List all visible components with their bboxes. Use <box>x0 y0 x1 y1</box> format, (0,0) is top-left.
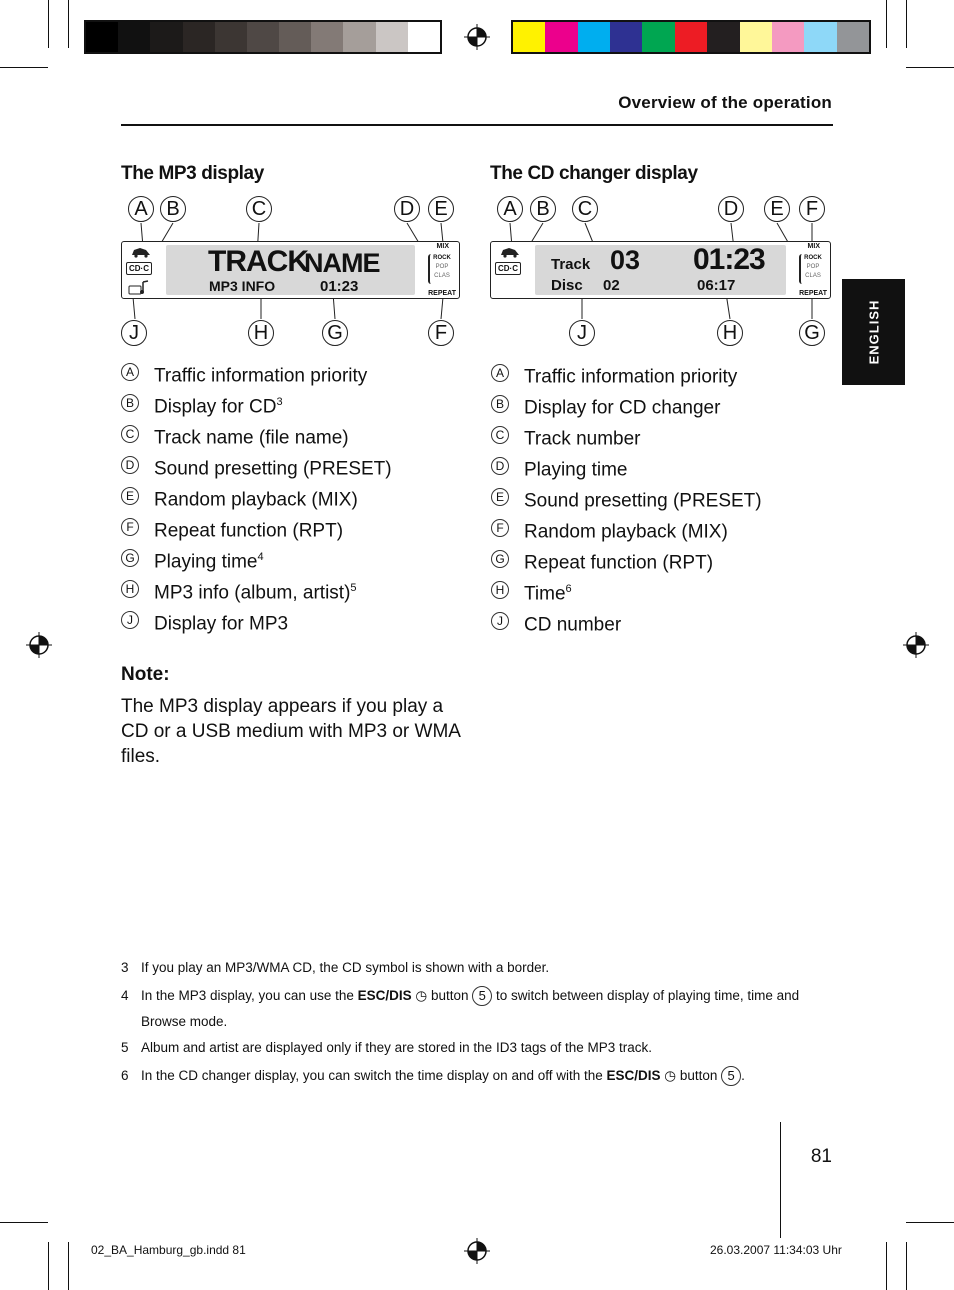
cd-section-title: The CD changer display <box>490 163 698 184</box>
legend-label: Random playback (MIX) <box>154 489 358 511</box>
footnote-ref: 3 <box>276 396 283 408</box>
registration-mark-icon <box>903 632 929 658</box>
process-color-swatch <box>804 22 836 52</box>
legend-label: CD number <box>524 614 622 636</box>
footnote-ref: 5 <box>350 582 357 594</box>
cd-callout-a: A <box>497 196 523 222</box>
crop-mark <box>0 67 48 68</box>
legend-letter-badge: J <box>491 612 509 630</box>
legend-letter-badge: D <box>121 456 139 474</box>
preset-clas: CLAS <box>805 273 821 279</box>
legend-label: Random playback (MIX) <box>524 521 728 543</box>
process-color-swatch <box>740 22 772 52</box>
lcd-playing-time-big: 01:23 <box>693 243 765 276</box>
legend-letter-badge: G <box>121 549 139 567</box>
legend-label: Display for MP3 <box>154 613 289 635</box>
page-number-rule <box>780 1122 781 1238</box>
footnote-number: 4 <box>121 988 129 1003</box>
legend-label: Time <box>524 583 566 605</box>
crop-mark <box>68 1242 69 1290</box>
crop-mark <box>0 1222 48 1223</box>
mp3-callout-h: H <box>248 320 274 346</box>
mp3-callout-d: D <box>394 196 420 222</box>
grayscale-swatch <box>279 22 311 52</box>
legend-letter-badge: A <box>121 363 139 381</box>
preset-rock: ROCK <box>433 255 451 261</box>
legend-item <box>121 480 471 511</box>
mp3-callout-f: F <box>428 320 454 346</box>
process-color-bar <box>511 20 871 54</box>
note-body: The MP3 display appears if you play a CD or a USB medium with MP3 or WMA files. <box>121 696 460 767</box>
legend-label: Traffic information priority <box>524 366 738 388</box>
mp3-section-title: The MP3 display <box>121 163 264 184</box>
legend-letter-badge: B <box>491 395 509 413</box>
legend-item <box>121 356 471 387</box>
lcd-track-label: Track <box>551 256 591 273</box>
mix-label: MIX <box>807 243 820 250</box>
lcd-mp3-info: MP3 INFO <box>209 278 276 294</box>
lcd-playing-time: 01:23 <box>320 278 359 295</box>
header-rule <box>121 124 833 126</box>
footnote-text: If you play an MP3/WMA CD, the CD symbol is shown with a border. <box>141 960 550 975</box>
cd-callout-e: E <box>764 196 790 222</box>
slug-file-name: 02_BA_Hamburg_gb.indd 81 <box>91 1243 246 1257</box>
footnote-text: button <box>676 1068 722 1083</box>
legend-letter-badge: A <box>491 364 509 382</box>
footnote-ref: 4 <box>257 551 264 563</box>
cd-changer-source-label: CD·C <box>495 262 521 275</box>
legend-label: Display for CD changer <box>524 397 721 419</box>
legend-item <box>121 418 471 449</box>
grayscale-swatch <box>247 22 279 52</box>
legend-item <box>491 481 831 512</box>
car-icon <box>130 246 152 258</box>
crop-mark <box>906 1222 954 1223</box>
footnote-text: In the CD changer display, you can switch the time display on and off with the <box>141 1068 607 1083</box>
crop-mark <box>906 67 954 68</box>
legend-letter-badge: F <box>121 518 139 536</box>
crop-mark <box>886 0 887 48</box>
cd-callout-f: F <box>799 196 825 222</box>
preset-box <box>799 254 825 284</box>
grayscale-swatch <box>311 22 343 52</box>
cd-callout-g: G <box>799 320 825 346</box>
legend-letter-badge: F <box>491 519 509 537</box>
registration-mark-icon <box>464 1238 490 1264</box>
footnote-text: to switch between display of playing time, time and Browse mode. <box>141 988 800 1029</box>
mp3-note-icon <box>128 280 150 296</box>
mp3-callout-c: C <box>246 196 272 222</box>
mp3-legend-list <box>121 356 471 635</box>
mp3-callout-g: G <box>322 320 348 346</box>
grayscale-swatch <box>215 22 247 52</box>
legend-item <box>491 357 831 388</box>
legend-item <box>121 604 471 635</box>
legend-item <box>121 511 471 542</box>
mix-label: MIX <box>436 243 449 250</box>
legend-label: Repeat function (RPT) <box>154 520 344 542</box>
footnote-text: In the MP3 display, you can use the <box>141 988 358 1003</box>
legend-item <box>121 387 471 418</box>
registration-mark-icon <box>26 632 52 658</box>
legend-item <box>121 449 471 480</box>
mp3-callout-b: B <box>160 196 186 222</box>
mp3-callout-e: E <box>428 196 454 222</box>
clock-icon: ◷ <box>415 988 428 1003</box>
grayscale-swatch <box>118 22 150 52</box>
legend-item <box>491 605 831 636</box>
esc-dis-key-label: ESC/DIS <box>357 988 412 1003</box>
crop-mark <box>906 0 907 48</box>
button-number-badge: 5 <box>472 986 492 1006</box>
legend-letter-badge: H <box>121 580 139 598</box>
legend-label: Sound presetting (PRESET) <box>524 490 762 512</box>
legend-item <box>121 542 471 573</box>
footnote-text: . <box>741 1068 745 1083</box>
legend-letter-badge: B <box>121 394 139 412</box>
mp3-lcd-display <box>121 241 460 299</box>
legend-item <box>491 419 831 450</box>
lcd-disc-number: 02 <box>603 277 620 294</box>
legend-label: Playing time <box>524 459 628 481</box>
legend-label: MP3 info (album, artist) <box>154 582 351 604</box>
process-color-swatch <box>513 22 545 52</box>
car-icon <box>499 246 521 258</box>
crop-mark <box>906 1242 907 1290</box>
footnote-number: 6 <box>121 1068 129 1083</box>
process-color-swatch <box>545 22 577 52</box>
grayscale-swatch <box>408 22 440 52</box>
legend-letter-badge: C <box>121 425 139 443</box>
page-number: 81 <box>810 1146 832 1167</box>
process-color-swatch <box>707 22 739 52</box>
grayscale-swatch <box>376 22 408 52</box>
cd-callout-c: C <box>572 196 598 222</box>
legend-label: Track number <box>524 428 641 450</box>
lcd-track-text: TRACK <box>208 245 308 278</box>
button-number-badge: 5 <box>721 1066 741 1086</box>
mp3-callout-a: A <box>128 196 154 222</box>
repeat-label: REPEAT <box>799 290 827 297</box>
grayscale-swatch <box>86 22 118 52</box>
legend-label: Sound presetting (PRESET) <box>154 458 392 480</box>
process-color-swatch <box>610 22 642 52</box>
esc-dis-key-label: ESC/DIS <box>606 1068 661 1083</box>
cd-source-label: CD·C <box>126 262 152 275</box>
preset-pop: POP <box>435 264 449 270</box>
footnote-text: button <box>427 988 473 1003</box>
process-color-swatch <box>578 22 610 52</box>
process-color-swatch <box>772 22 804 52</box>
legend-letter-badge: E <box>491 488 509 506</box>
preset-pop: POP <box>806 264 820 270</box>
repeat-label: REPEAT <box>428 290 456 297</box>
legend-item <box>491 388 831 419</box>
legend-letter-badge: D <box>491 457 509 475</box>
lcd-name-text: NAME <box>304 248 380 278</box>
footnote-4 <box>121 983 821 1035</box>
process-color-swatch <box>642 22 674 52</box>
legend-letter-badge: C <box>491 426 509 444</box>
footnote-number: 3 <box>121 960 129 975</box>
footnote-text: Album and artist are displayed only if they are stored in the ID3 tags of the MP3 track. <box>141 1040 653 1055</box>
legend-label: Track name (file name) <box>154 427 349 449</box>
grayscale-swatch <box>183 22 215 52</box>
legend-label: Traffic information priority <box>154 365 368 387</box>
preset-clas: CLAS <box>434 273 450 279</box>
mp3-callout-j: J <box>121 320 147 346</box>
footnote-ref: 6 <box>565 583 572 595</box>
grayscale-swatch <box>150 22 182 52</box>
legend-letter-badge: H <box>491 581 509 599</box>
cd-callout-b: B <box>530 196 556 222</box>
legend-label: Playing time <box>154 551 258 573</box>
lcd-clock-time: 06:17 <box>697 277 736 294</box>
page-header-title: Overview of the operation <box>618 93 832 112</box>
legend-label: Display for CD <box>154 396 277 418</box>
cd-callout-h: H <box>717 320 743 346</box>
registration-mark-icon <box>464 24 490 50</box>
lcd-track-number: 03 <box>610 245 641 275</box>
legend-item <box>491 543 831 574</box>
legend-item <box>121 573 471 604</box>
crop-mark <box>886 1242 887 1290</box>
note-title: Note: <box>121 664 170 685</box>
legend-item <box>491 574 831 605</box>
legend-letter-badge: G <box>491 550 509 568</box>
grayscale-color-bar <box>84 20 442 54</box>
language-tab <box>842 279 905 385</box>
cd-legend-list <box>491 357 831 636</box>
legend-item <box>491 512 831 543</box>
legend-text <box>524 605 621 640</box>
preset-rock: ROCK <box>804 255 822 261</box>
grayscale-swatch <box>343 22 375 52</box>
cd-callout-j: J <box>569 320 595 346</box>
crop-mark <box>48 1242 49 1290</box>
slug-timestamp: 26.03.2007 11:34:03 Uhr <box>710 1243 842 1257</box>
legend-label: Repeat function (RPT) <box>524 552 714 574</box>
footnote-number: 5 <box>121 1040 129 1055</box>
legend-item <box>491 450 831 481</box>
preset-box <box>428 254 454 284</box>
cd-callout-d: D <box>718 196 744 222</box>
lcd-disc-label: Disc <box>551 277 583 294</box>
language-tab-label: ENGLISH <box>866 299 881 365</box>
clock-icon: ◷ <box>664 1068 677 1083</box>
legend-text <box>154 604 288 639</box>
legend-letter-badge: E <box>121 487 139 505</box>
crop-mark <box>48 0 49 48</box>
process-color-swatch <box>675 22 707 52</box>
crop-mark <box>68 0 69 48</box>
legend-letter-badge: J <box>121 611 139 629</box>
cd-changer-lcd-display <box>490 241 831 299</box>
process-color-swatch <box>837 22 869 52</box>
